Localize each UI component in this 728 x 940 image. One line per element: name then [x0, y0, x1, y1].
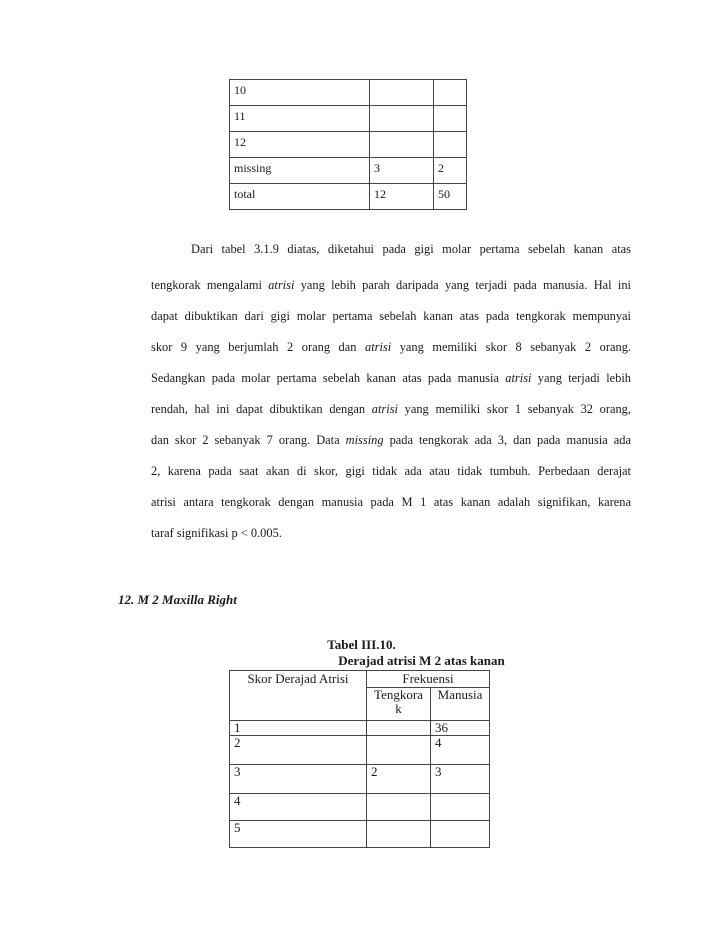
cell-manusia — [434, 132, 467, 158]
cell-tengkorak — [370, 80, 434, 106]
table-row — [230, 735, 490, 764]
header-frekuensi: Frekuensi — [367, 671, 490, 688]
table-row — [230, 158, 467, 184]
cell-label: 10 — [230, 80, 370, 106]
header-manusia: Manusia — [431, 688, 490, 721]
paragraph-line: skor 9 yang berjumlah 2 orang dan atrisi yang memiliki skor 8 sebanyak 2 orang. — [151, 340, 631, 354]
term-atrisi: atrisi — [268, 278, 295, 292]
cell-label: 3 — [230, 764, 367, 793]
atrisi-score-table — [229, 670, 490, 848]
table-caption-subtitle: Derajad atrisi M 2 atas kanan — [338, 653, 505, 668]
paragraph-line: 2, karena pada saat akan di skor, gigi tidak ada atau tidak tumbuh. Perbedaan derajat — [151, 464, 631, 478]
paragraph-line: atrisi antara tengkorak dengan manusia pada M 1 atas kanan adalah signifikan, karena — [151, 495, 631, 509]
table-caption-title: Tabel III.10. — [327, 637, 396, 652]
cell-tengkorak — [367, 820, 431, 847]
cell-manusia — [431, 820, 490, 847]
cell-tengkorak: 2 — [367, 764, 431, 793]
cell-tengkorak — [370, 132, 434, 158]
cell-manusia: 4 — [431, 735, 490, 764]
paragraph-line: tengkorak mengalami atrisi yang lebih parah daripada yang terjadi pada manusia. Hal ini — [151, 278, 631, 292]
cell-manusia: 36 — [431, 720, 490, 735]
cell-manusia — [434, 80, 467, 106]
cell-manusia: 3 — [431, 764, 490, 793]
frequency-table-continued — [229, 79, 467, 210]
cell-tengkorak — [370, 106, 434, 132]
table-row — [230, 80, 467, 106]
header-skor: Skor Derajad Atrisi — [230, 671, 367, 688]
cell-tengkorak: 12 — [370, 184, 434, 210]
cell-tengkorak: 3 — [370, 158, 434, 184]
paragraph-line: Sedangkan pada molar pertama sebelah kanan atas pada manusia atrisi yang terjadi lebih — [151, 371, 631, 385]
table-row — [230, 106, 467, 132]
header-tengkorak: Tengkora k — [367, 688, 431, 721]
table-row — [230, 132, 467, 158]
cell-manusia — [431, 793, 490, 820]
section-heading: 12. M 2 Maxilla Right — [118, 592, 237, 607]
table-row — [230, 820, 490, 847]
term-atrisi: atrisi — [505, 371, 532, 385]
table-row — [230, 184, 467, 210]
term-atrisi: atrisi — [365, 340, 392, 354]
table-row — [230, 764, 490, 793]
cell-manusia: 50 — [434, 184, 467, 210]
cell-label: 12 — [230, 132, 370, 158]
paragraph-line: rendah, hal ini dapat dibuktikan dengan atrisi yang memiliki skor 1 sebanyak 32 orang, — [151, 402, 631, 416]
cell-tengkorak — [367, 793, 431, 820]
term-atrisi: atrisi — [371, 402, 398, 416]
cell-tengkorak — [367, 720, 431, 735]
paragraph-line: dapat dibuktikan dari gigi molar pertama sebelah kanan atas pada tengkorak mempunyai — [151, 309, 631, 323]
cell-tengkorak — [367, 735, 431, 764]
cell-label: 1 — [230, 720, 367, 735]
cell-label: missing — [230, 158, 370, 184]
term-missing: missing — [345, 433, 384, 447]
paragraph-line: dan skor 2 sebanyak 7 orang. Data missing pada tengkorak ada 3, dan pada manusia ada — [151, 433, 631, 447]
table-row — [230, 793, 490, 820]
cell-label: total — [230, 184, 370, 210]
paragraph-line: taraf signifikasi p < 0.005. — [151, 526, 282, 540]
cell-label: 11 — [230, 106, 370, 132]
header-blank — [230, 688, 367, 721]
cell-label: 4 — [230, 793, 367, 820]
paragraph-line: Dari tabel 3.1.9 diatas, diketahui pada gigi molar pertama sebelah kanan atas — [191, 242, 631, 256]
cell-manusia — [434, 106, 467, 132]
cell-manusia: 2 — [434, 158, 467, 184]
cell-label: 2 — [230, 735, 367, 764]
cell-label: 5 — [230, 820, 367, 847]
table-row — [230, 720, 490, 735]
